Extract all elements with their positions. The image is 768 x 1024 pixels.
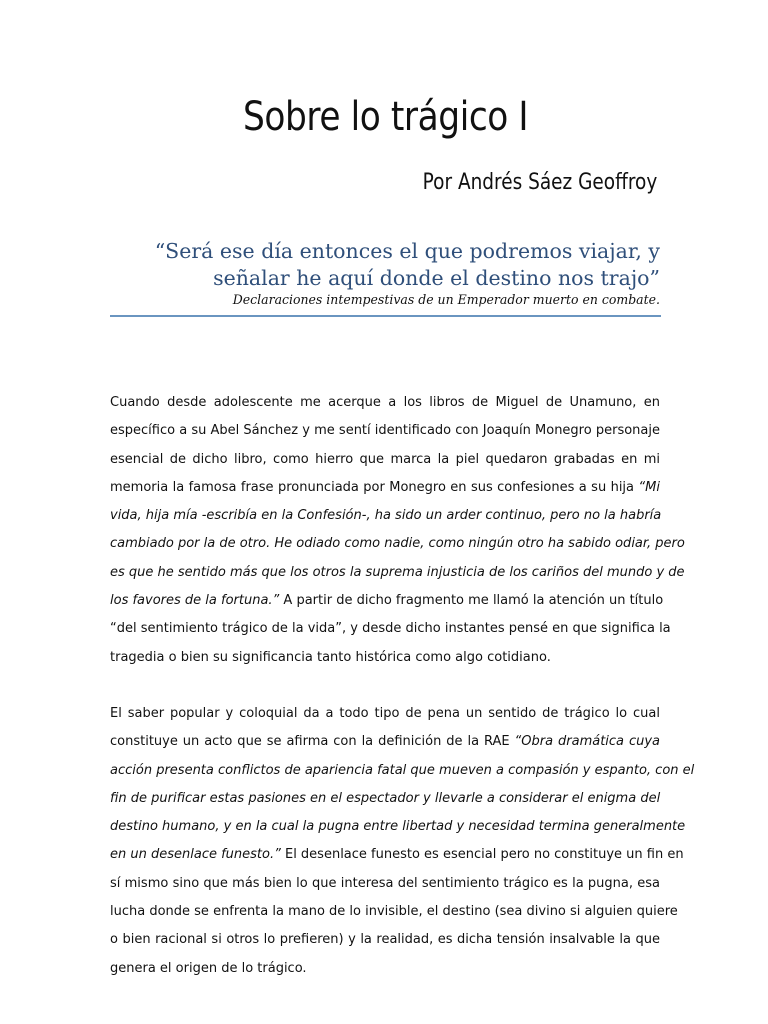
paragraph-line — [110, 728, 660, 756]
paragraph-line — [110, 757, 695, 785]
body-text: específico a su Abel Sánchez y me sentí identificado con Joaquín Monegro personaje — [110, 423, 660, 439]
epigraph-divider — [110, 315, 661, 317]
body-text: A partir de dicho fragmento me llamó la atención un título — [279, 593, 664, 609]
body-text: El saber popular y coloquial da a todo tipo de pena un sentido de trágico lo cual — [110, 706, 660, 721]
paragraph-line — [110, 530, 685, 558]
paragraph-line — [110, 615, 671, 643]
body-text: tragedia o bien su significancia tanto histórica como algo cotidiano. — [110, 649, 551, 665]
body-text: Cuando desde adolescente me acerque a los libros de Miguel de Unamuno, en — [110, 395, 660, 410]
body-text: esencial de dicho libro, como hierro que marca la piel quedaron grabadas en mi — [110, 451, 660, 467]
paragraph-line — [110, 898, 678, 926]
body-text: El desenlace funesto es esencial pero no constituye un fin en — [280, 847, 684, 863]
body-text: memoria la famosa frase pronunciada por Monegro en sus confesiones a su hija — [110, 479, 639, 495]
paragraph-line — [110, 700, 660, 728]
italic-text: vida, hija mía -escribía en la Confesión-, ha sido un arder continuo, pero no la habría — [110, 508, 662, 524]
paragraph-line — [110, 446, 660, 474]
epigraph — [110, 238, 660, 310]
italic-text: en un desenlace funesto.” — [110, 847, 281, 863]
italic-text: es que he sentido más que los otros la suprema injusticia de los cariños del mundo y de — [110, 564, 685, 580]
paragraph-line — [110, 417, 660, 445]
epigraph-line: “Será ese día entonces el que podremos viajar, y — [154, 239, 660, 263]
italic-text: “Mi — [638, 479, 660, 495]
paragraph-line — [110, 502, 660, 530]
body-text: genera el origen de lo trágico. — [110, 960, 307, 976]
paragraph-line — [110, 955, 660, 983]
body-text: sí mismo sino que más bien lo que interesa del sentimiento trágico es la pugna, esa — [110, 875, 660, 891]
paragraph-line — [110, 926, 660, 954]
body-paragraph — [110, 700, 695, 983]
body-text: lucha donde se enfrenta la mano de lo invisible, el destino (sea divino si alguien quiere — [110, 904, 678, 920]
paragraph-line — [110, 587, 664, 615]
paragraph-line — [110, 813, 686, 841]
italic-text: fin de purificar estas pasiones en el espectador y llevarle a considerar el enigma del — [110, 790, 661, 806]
italic-text: los favores de la fortuna.” — [110, 593, 280, 609]
body-text: “del sentimiento trágico de la vida”, y desde dicho instantes pensé en que significa la — [110, 621, 671, 637]
body-text: constituye un acto que se afirma con la definición de la RAE — [110, 734, 515, 750]
paragraph-line — [110, 841, 684, 869]
paragraph-line — [110, 389, 660, 417]
paragraph-line — [110, 474, 660, 502]
paragraph-line — [110, 559, 685, 587]
italic-text: destino humano, y en la cual la pugna entre libertad y necesidad termina generalmente — [110, 819, 686, 835]
epigraph-line: señalar he aquí donde el destino nos trajo” — [213, 266, 660, 290]
italic-text: cambiado por la de otro. He odiado como nadie, como ningún otro ha sabido odiar, pero — [110, 536, 685, 552]
document-title: Sobre lo trágico I — [243, 94, 529, 140]
italic-text: “Obra dramática cuya — [514, 734, 661, 750]
author-byline: Por Andrés Sáez Geoffroy — [422, 170, 657, 195]
italic-text: acción presenta conflictos de apariencia fatal que mueven a compasión y espanto, con el — [110, 762, 695, 778]
paragraph-line — [110, 644, 660, 672]
paragraph-line — [110, 785, 660, 813]
body-text: o bien racional si otros lo prefieren) y la realidad, es dicha tensión insalvable la que — [110, 932, 660, 948]
paragraph-line — [110, 870, 660, 898]
body-paragraph — [110, 389, 685, 672]
epigraph-source: Declaraciones intempestivas de un Emperador muerto en combate. — [232, 293, 660, 308]
